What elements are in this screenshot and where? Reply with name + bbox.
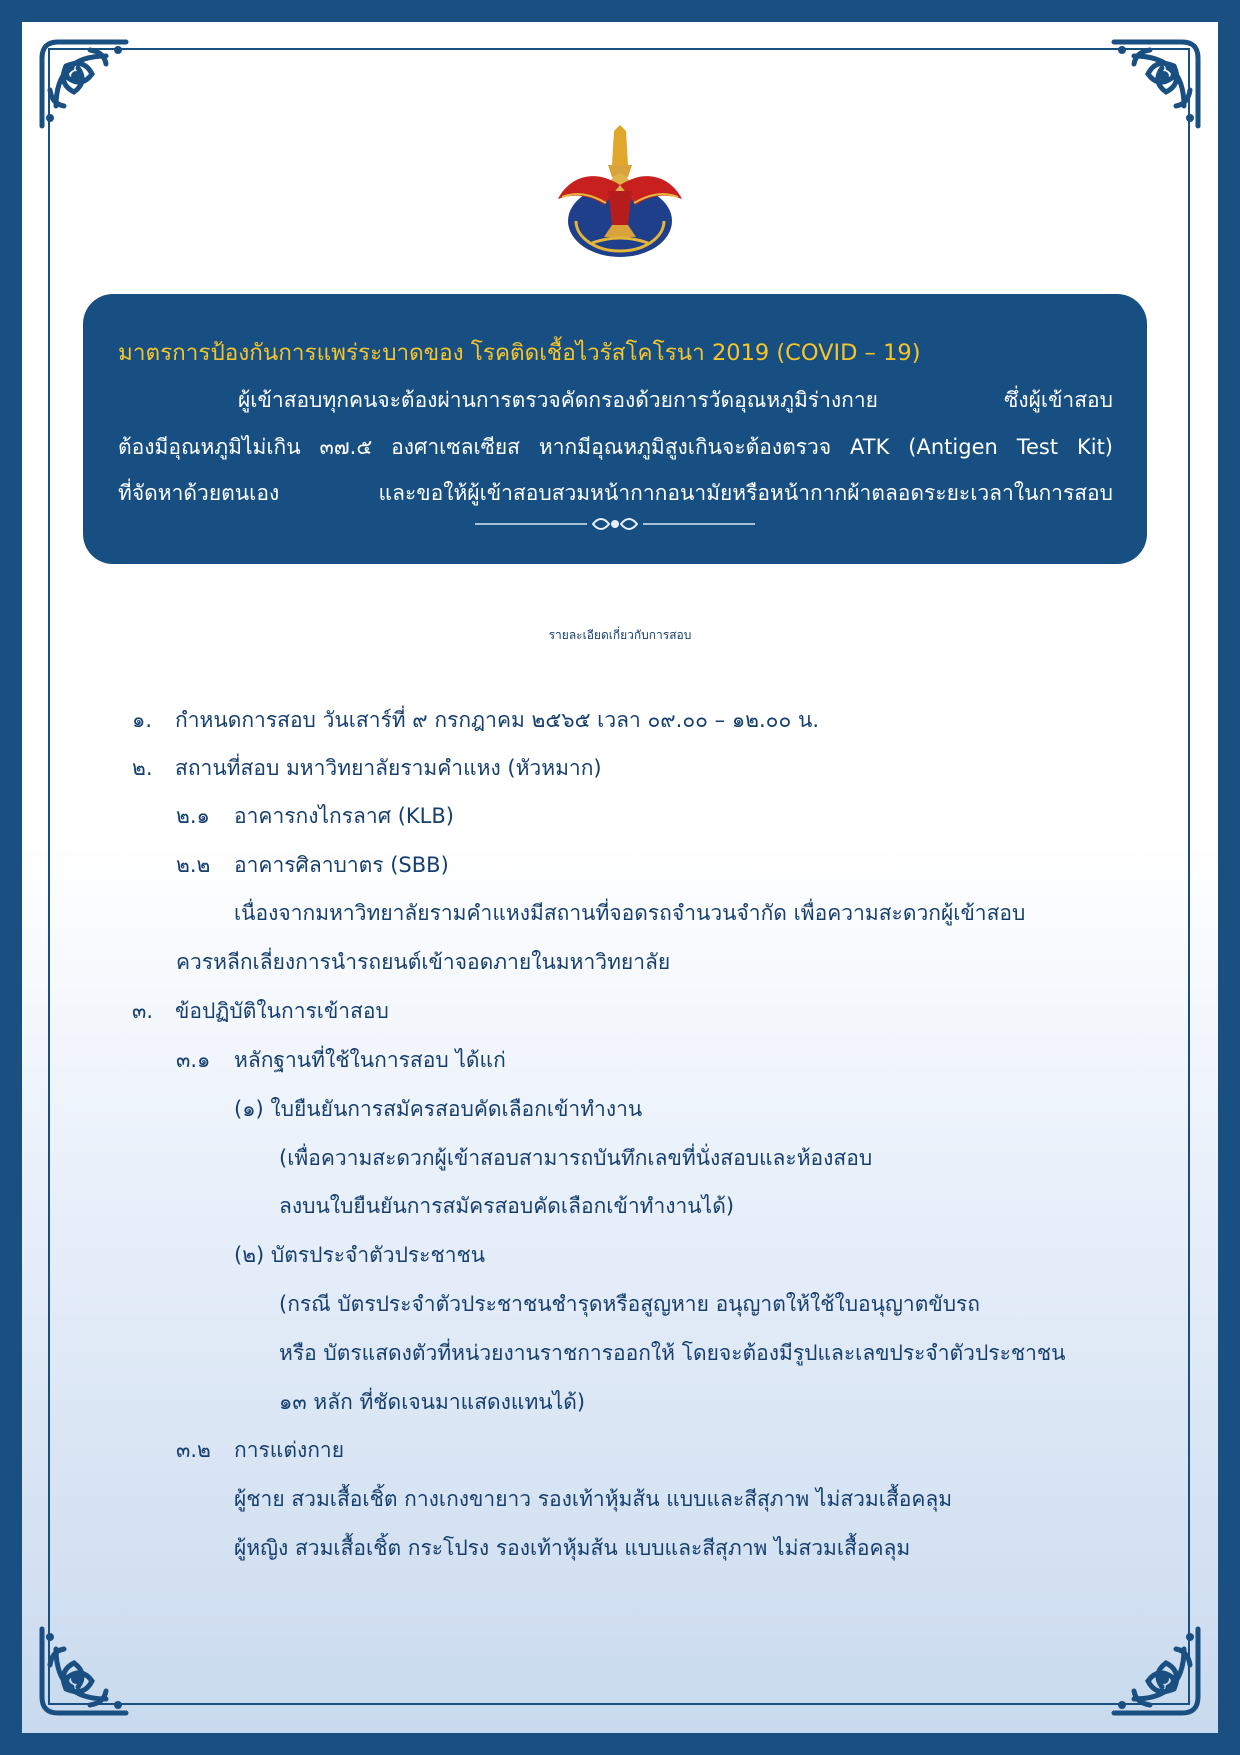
parking-note-line: ควรหลีกเลี่ยงการนำรถยนต์เข้าจอดภายในมหาวิทยาลัย [176, 950, 671, 974]
evidence-note-line: ลงบนใบยืนยันการสมัครสอบคัดเลือกเข้าทำงานได้) [279, 1194, 735, 1218]
banner-line: ต้องมีอุณหภูมิไม่เกิน ๓๗.๕ องศาเซลเซียส หากมีอุณหภูมิสูงเกินจะต้องตรวจ ATK (Antigen Test Kit) [118, 435, 1113, 459]
banner-title: มาตรการป้องกันการแพร่ระบาดของ โรคติดเชื้อไวรัสโคโรนา 2019 (COVID – 19) [118, 340, 921, 366]
item-text: สถานที่สอบ มหาวิทยาลัยรามคำแหง (หัวหมาก) [175, 756, 602, 780]
item-text: อาคารศิลาบาตร (SBB) [234, 853, 449, 877]
ornamental-corner-icon [36, 1623, 132, 1719]
item-number: ๓. [132, 999, 154, 1023]
evidence-item-1: (๑) ใบยืนยันการสมัครสอบคัดเลือกเข้าทำงาน [234, 1097, 643, 1121]
item-text: อาคารกงไกรลาศ (KLB) [234, 804, 454, 828]
ornamental-corner-icon [1108, 36, 1204, 132]
ornamental-corner-icon [36, 36, 132, 132]
evidence-note-line: (เพื่อความสะดวกผู้เข้าสอบสามารถบันทึกเลขที่นั่งสอบและห้องสอบ [279, 1146, 873, 1170]
list-item-2 [132, 752, 602, 785]
item-number: ๒. [132, 756, 153, 780]
item-number: ๑. [132, 708, 153, 732]
banner-line: ที่จัดหาด้วยตนเอง และขอให้ผู้เข้าสอบสวมหน้ากากอนามัยหรือหน้ากากผ้าตลอดระยะเวลาในการสอบ [118, 481, 1113, 505]
item-number: ๓.๑ [176, 1048, 211, 1072]
banner-line: ผู้เข้าสอบทุกคนจะต้องผ่านการตรวจคัดกรองด้วยการวัดอุณหภูมิร่างกาย ซึ่งผู้เข้าสอบ [238, 388, 1113, 412]
garuda-emblem [552, 125, 688, 260]
item-text: การแต่งกาย [234, 1438, 345, 1462]
item-text: กำหนดการสอบ วันเสาร์ที่ ๙ กรกฎาคม ๒๕๖๕ เวลา ๐๙.๐๐ – ๑๒.๐๐ น. [175, 708, 820, 732]
list-item-2-1 [176, 800, 454, 833]
item-text: ข้อปฏิบัติในการเข้าสอบ [175, 999, 389, 1023]
dress-code-male: ผู้ชาย สวมเสื้อเชิ้ต กางเกงขายาว รองเท้าหุ้มส้น แบบและสีสุภาพ ไม่สวมเสื้อคลุม [234, 1487, 953, 1511]
list-item-2-2 [176, 849, 449, 882]
parking-note-line: เนื่องจากมหาวิทยาลัยรามคำแหงมีสถานที่จอดรถจำนวนจำกัด เพื่อความสะดวกผู้เข้าสอบ [234, 901, 1026, 925]
divider-ornament-icon [475, 512, 755, 536]
item-text: หลักฐานที่ใช้ในการสอบ ได้แก่ [234, 1048, 506, 1072]
list-item-3 [132, 995, 389, 1028]
evidence-note-line: หรือ บัตรแสดงตัวที่หน่วยงานราชการออกให้ โดยจะต้องมีรูปและเลขประจำตัวประชาชน [279, 1341, 1066, 1365]
dress-code-female: ผู้หญิง สวมเสื้อเชิ้ต กระโปรง รองเท้าหุ้มส้น แบบและสีสุภาพ ไม่สวมเสื้อคลุม [234, 1536, 911, 1560]
list-item-3-1 [176, 1044, 506, 1077]
list-item-3-2 [176, 1434, 344, 1467]
item-number: ๒.๑ [176, 804, 210, 828]
covid-measures-banner [83, 294, 1147, 564]
evidence-note-line: (กรณี บัตรประจำตัวประชาชนชำรุดหรือสูญหาย อนุญาตให้ใช้ใบอนุญาตขับรถ [279, 1292, 981, 1316]
ornamental-corner-icon [1108, 1623, 1204, 1719]
item-number: ๒.๒ [176, 853, 211, 877]
section-heading: รายละเอียดเกี่ยวกับการสอบ [548, 628, 692, 642]
item-number: ๓.๒ [176, 1438, 211, 1462]
list-item-1 [132, 704, 819, 737]
evidence-note-line: ๑๓ หลัก ที่ชัดเจนมาแสดงแทนได้) [279, 1390, 586, 1414]
evidence-item-2: (๒) บัตรประจำตัวประชาชน [234, 1243, 486, 1267]
